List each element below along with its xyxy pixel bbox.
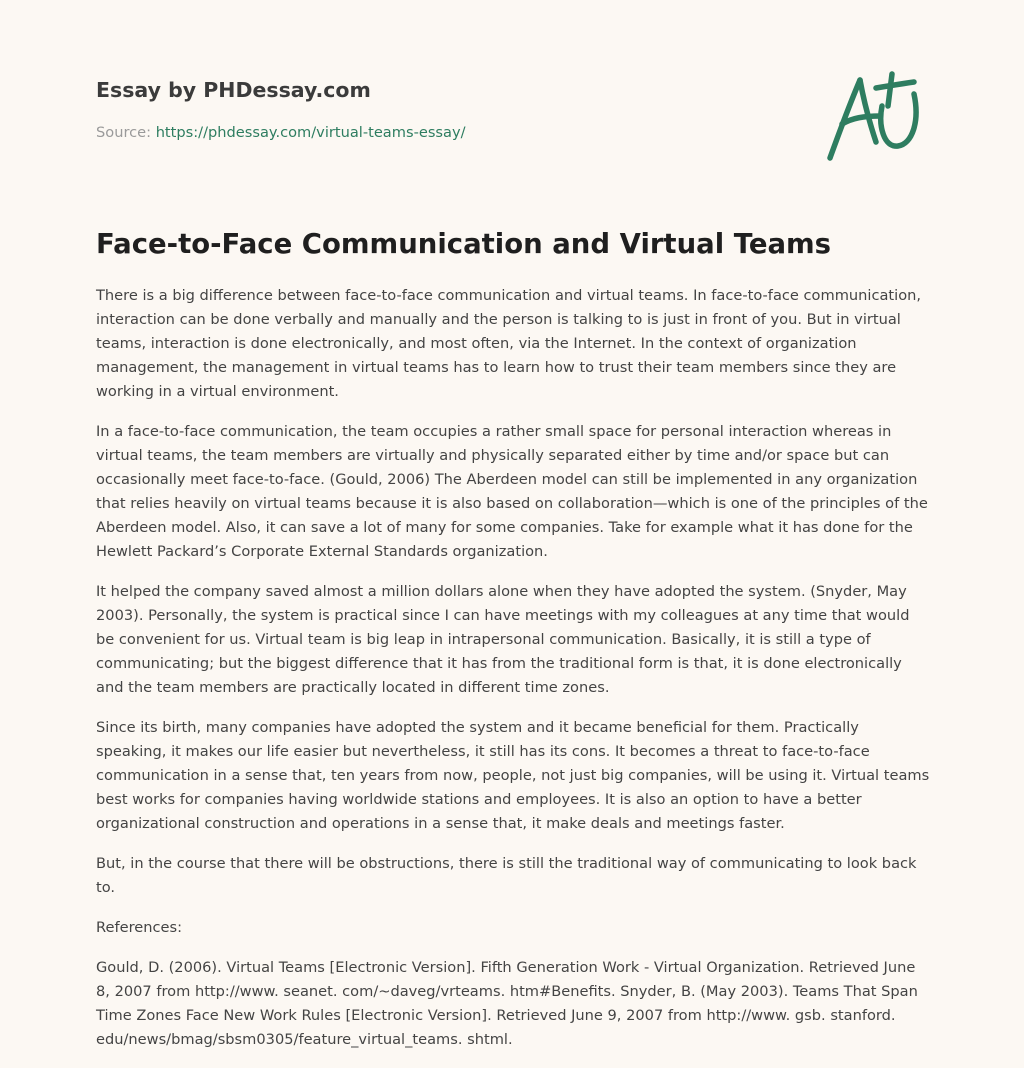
- a-plus-logo-icon: [820, 66, 928, 166]
- page-header: [96, 76, 796, 143]
- site-brand: Essay by PHDessay.com: [96, 78, 371, 102]
- paragraph: In a face-to-face communication, the team occupies a rather small space for personal interaction whereas in virtual teams, the team members are virtually and physically separated either by time and/or space but can occasionally meet face-to-face. (Gould, 2006) The Aberdeen model can still be implemented in any organization that relies heavily on virtual teams because it is also based on collaboration—which is one of the principles of the Aberdeen model. Also, it can save a lot of many for some companies. Take for example what it has done for the Hewlett Packard’s Corporate External Standards organization.: [96, 423, 928, 560]
- paragraph: But, in the course that there will be obstructions, there is still the traditional way of communicating to look back to.: [96, 855, 917, 896]
- source-link[interactable]: https://phdessay.com/virtual-teams-essay/: [155, 124, 466, 141]
- essay-title: Face-to-Face Communication and Virtual Teams: [96, 228, 832, 260]
- references-text: Gould, D. (2006). Virtual Teams [Electronic Version]. Fifth Generation Work - Virtual Organization. Retrieved June 8, 2007 from http://www. seanet. com/~daveg/vrteams. htm#Benefits. Snyder, B. (May 2003). Teams That Span Time Zones Face New Work Rules [Electronic Version]. Retrieved June 9, 2007 from http://www. gsb. stanford. edu/news/bmag/sbsm0305/feature_virtual_teams. shtml.: [96, 959, 918, 1048]
- source-label: Source:: [96, 124, 152, 141]
- paragraph: Since its birth, many companies have adopted the system and it became beneficial for them. Practically speaking, it makes our life easier but nevertheless, it still has its cons. It becomes a threat to face-to-face communication in a sense that, ten years from now, people, not just big companies, will be using it. Virtual teams best works for companies having worldwide stations and employees. It is also an option to have a better organizational construction and operations in a sense that, it make deals and meetings faster.: [96, 719, 930, 832]
- essay-body: [96, 284, 932, 1068]
- paragraph: It helped the company saved almost a million dollars alone when they have adopted the system. (Snyder, May 2003). Personally, the system is practical since I can have meetings with my colleagues at any time that would be convenient for us. Virtual team is big leap in intrapersonal communication. Basically, it is still a type of communicating; but the biggest difference that it has from the traditional form is that, it is done electronically and the team members are practically located in different time zones.: [96, 583, 910, 696]
- references-heading: References:: [96, 919, 183, 936]
- source-line: [96, 123, 796, 143]
- paragraph: There is a big difference between face-to-face communication and virtual teams. In face-to-face communication, interaction can be done verbally and manually and the person is talking to is just in front of you. But in virtual teams, interaction is done electronically, and most often, via the Internet. In the context of organization management, the management in virtual teams has to learn how to trust their team members since they are working in a virtual environment.: [96, 287, 922, 400]
